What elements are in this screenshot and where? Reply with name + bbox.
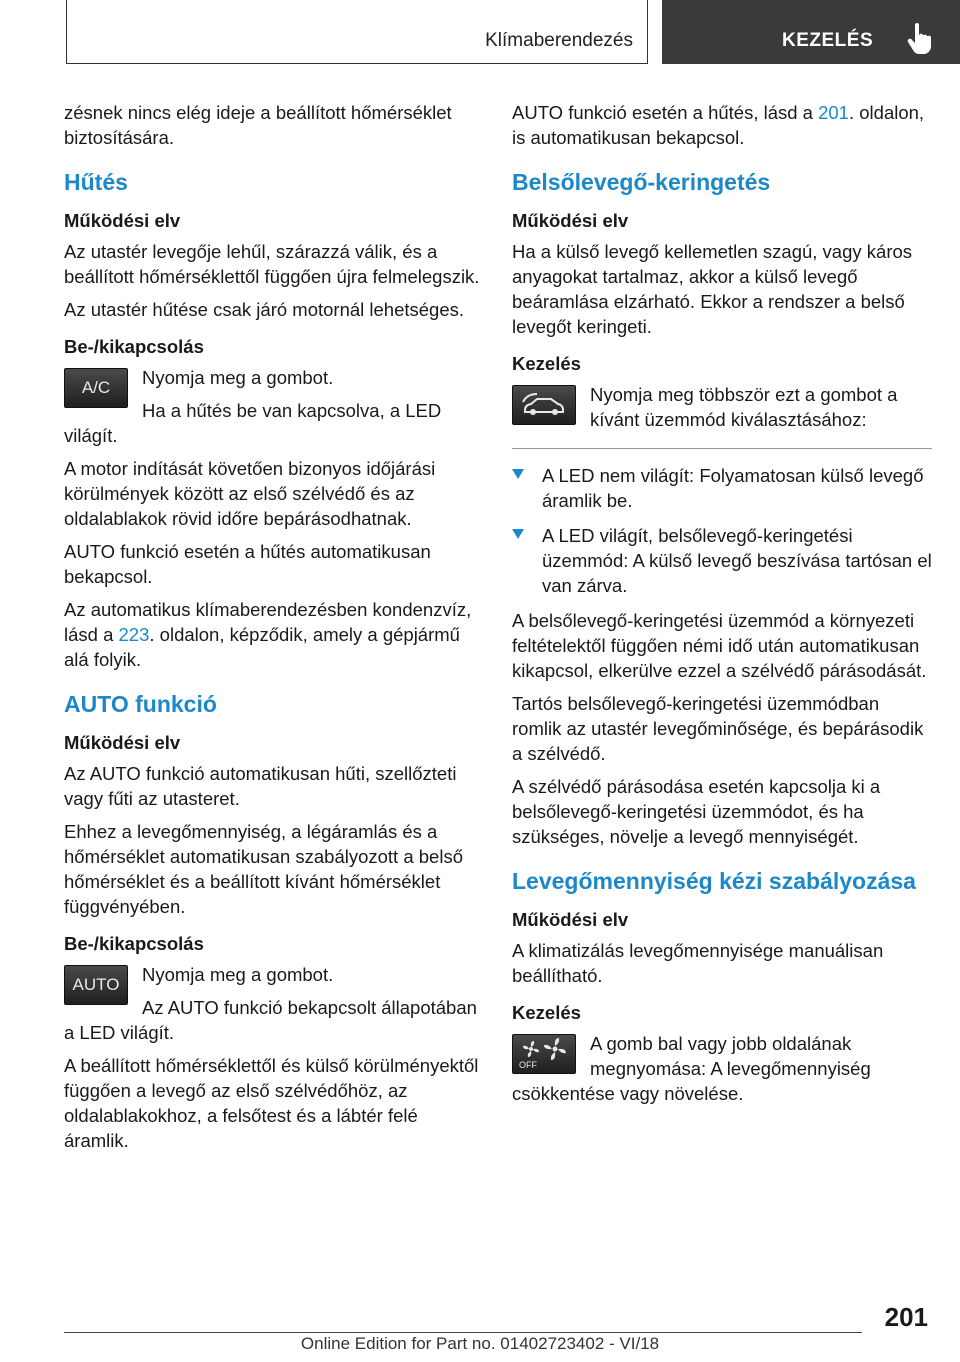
recirc-button-row — [512, 382, 932, 440]
list-item: A LED világít, belsőlevegő-keringetési üzemmód: A külső levegő beszívása tartósan el van zárva. — [512, 523, 932, 598]
page-link-201[interactable]: 201 — [818, 102, 849, 123]
auto-button-row — [64, 962, 484, 1053]
ac-button-image: A/C — [64, 368, 128, 408]
paragraph: A motor indítását követően bizonyos időjárási körülmények között az első szélvédő és az oldalablakok rövid időre bepárásodhatnak. — [64, 458, 436, 529]
paragraph: AUTO funkció esetén a hűtés automatikusan bekapcsol. — [64, 541, 431, 587]
footer-divider — [64, 1332, 862, 1333]
paragraph: Az utastér levegője lehűl, szárazzá válik, és a beállított hőmérséklettől függően újra felmelegszik. — [64, 241, 480, 287]
paragraph: Nyomja meg többször ezt a gombot a kívánt üzemmód kiválasztásához: — [590, 384, 898, 430]
paragraph: Ha a külső levegő kellemetlen szagú, vagy káros anyagokat tartalmaz, akkor a külső levegő beáramlása elzárható. Ekkor a rendszer a belső levegőt keringeti. — [512, 241, 913, 337]
left-column — [64, 100, 484, 1161]
paragraph: Az AUTO funkció automatikusan hűti, szellőzteti vagy fűti az utasteret. — [64, 763, 457, 809]
subheading-principle: Működési elv — [64, 732, 181, 753]
category-title: KEZELÉS — [782, 30, 874, 51]
fan-button-row — [512, 1031, 932, 1106]
paragraph: A belsőlevegő-keringetési üzemmód a környezeti feltételektől függően némi idő után automatikusan kikapcsol, elkerülve ezzel a szélvédő párásodását. — [512, 610, 927, 681]
paragraph: A szélvédő párásodása esetén kapcsolja ki a belsőlevegő-keringetési üzemmódot, és ha szükséges, növelje a levegő mennyiségét. — [512, 776, 881, 847]
subheading-control: Kezelés — [512, 1002, 581, 1023]
heading-cooling: Hűtés — [64, 169, 128, 195]
subheading-principle: Működési elv — [512, 909, 629, 930]
paragraph: zésnek nincs elég ideje a beállított hőmérséklet biztosítására. — [64, 102, 452, 148]
paragraph: A klimatizálás levegőmennyisége manuálisan beállítható. — [512, 940, 884, 986]
paragraph: Nyomja meg a gombot. — [142, 964, 334, 985]
heading-auto: AUTO funkció — [64, 691, 217, 717]
page-number: 201 — [884, 1302, 928, 1332]
page-link-223[interactable]: 223 — [118, 624, 150, 645]
paragraph: Az utastér hűtése csak járó motornál lehetséges. — [64, 299, 465, 320]
subheading-onoff: Be-/kikapcsolás — [64, 336, 204, 357]
recirculation-car-icon — [512, 385, 576, 425]
fan-button-image — [512, 1034, 576, 1074]
paragraph: Az automatikus klímaberendezésben kondenzvíz, lásd a 223. oldalon, képződik, amely a gépjármű alá folyik. — [64, 599, 472, 670]
paragraph: Ehhez a levegőmennyiség, a légáramlás és a hőmérséklet automatikusan szabályozott a belső hőmérséklet és a beállított kívánt hőmérséklet függvényében. — [64, 821, 463, 917]
bullet-triangle-icon — [512, 529, 524, 539]
paragraph: A beállított hőmérséklettől és külső körülményektől függően a levegő az első szélvédőhöz, az oldalablakokhoz, a felsőtest és a lábtér felé áramlik. — [64, 1055, 479, 1151]
paragraph: Nyomja meg a gombot. — [142, 367, 334, 388]
subheading-principle: Működési elv — [64, 210, 181, 231]
divider — [512, 448, 932, 449]
subheading-principle: Működési elv — [512, 210, 629, 231]
header-category-tab — [662, 0, 960, 64]
paragraph: Az AUTO funkció bekapcsolt állapotában a LED világít. — [64, 997, 477, 1043]
hand-pointer-icon — [906, 22, 934, 54]
auto-button-image: AUTO — [64, 965, 128, 1005]
subheading-onoff: Be-/kikapcsolás — [64, 933, 204, 954]
section-title: Klímaberendezés — [485, 30, 633, 51]
footer-edition: Online Edition for Part no. 01402723402 - VI/18 — [300, 1334, 660, 1353]
ac-button-row — [64, 365, 484, 456]
bullet-triangle-icon — [512, 469, 524, 479]
heading-airflow: Levegőmennyiség kézi szabályozása — [512, 868, 916, 894]
fan-off-label: OFF — [519, 1060, 537, 1070]
paragraph: AUTO funkció esetén a hűtés, lásd a 201. oldalon, is automatikusan bekapcsol. — [512, 102, 925, 148]
subheading-control: Kezelés — [512, 353, 581, 374]
paragraph: Tartós belsőlevegő-keringetési üzemmódban romlik az utastér levegőminősége, és bepárásodik a szélvédő. — [512, 693, 924, 764]
mode-list — [512, 463, 932, 598]
paragraph: Ha a hűtés be van kapcsolva, a LED világít. — [64, 400, 442, 446]
list-item: A LED nem világít: Folyamatosan külső levegő áramlik be. — [512, 463, 932, 513]
header-section-box — [66, 0, 648, 64]
right-column — [512, 100, 932, 1114]
heading-recirculation: Belsőlevegő-keringetés — [512, 169, 771, 195]
paragraph: A gomb bal vagy jobb oldalának megnyomása: A levegőmennyiség csökkentése vagy növelése. — [512, 1033, 871, 1104]
